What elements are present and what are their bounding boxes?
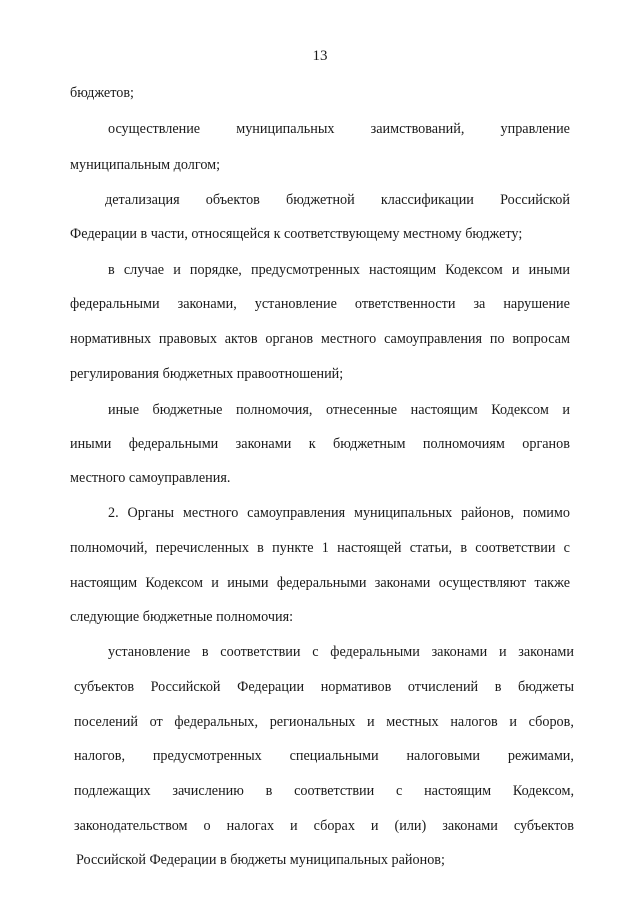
word: Кодексом, bbox=[512, 783, 574, 799]
word: органов bbox=[265, 331, 314, 347]
word: от bbox=[149, 714, 163, 730]
word: сборов, bbox=[528, 714, 574, 730]
text-line bbox=[74, 816, 574, 836]
word: налогов bbox=[450, 714, 498, 730]
word: налогов, bbox=[74, 748, 125, 764]
word: законами bbox=[442, 818, 498, 834]
word: вопросам bbox=[512, 331, 570, 347]
word: муниципальных bbox=[353, 505, 453, 521]
word: настоящим bbox=[424, 783, 492, 799]
word: бюджетные bbox=[152, 402, 223, 418]
text-line bbox=[108, 642, 574, 662]
word: местного bbox=[182, 505, 239, 521]
word: полномочий, bbox=[70, 540, 148, 556]
word: субъектов bbox=[513, 818, 574, 834]
text-line: Российской Федерации в бюджеты муниципальных районов; bbox=[76, 852, 445, 868]
word: соответствии bbox=[475, 540, 556, 556]
word: правовых bbox=[158, 331, 217, 347]
word: случае bbox=[123, 262, 165, 278]
word: федеральными bbox=[276, 575, 367, 591]
word: и bbox=[173, 262, 181, 278]
word: муниципальных bbox=[236, 121, 335, 137]
text-line bbox=[70, 434, 570, 454]
word: региональных bbox=[269, 714, 356, 730]
word: федеральными bbox=[70, 296, 160, 312]
text-line: Федерации в части, относящейся к соответствующему местному бюджету; bbox=[70, 226, 523, 242]
word: перечисленных bbox=[155, 540, 249, 556]
word: о bbox=[203, 818, 211, 834]
word: и bbox=[511, 262, 520, 278]
text-line: бюджетов; bbox=[70, 85, 134, 101]
word: настоящим bbox=[410, 402, 478, 418]
word: и bbox=[562, 402, 570, 418]
text-line bbox=[108, 260, 570, 280]
word: заимствований, bbox=[370, 121, 465, 137]
page-number: 13 bbox=[312, 48, 328, 64]
word: законами bbox=[374, 575, 431, 591]
word: в bbox=[265, 783, 273, 799]
word: предусмотренных bbox=[152, 748, 262, 764]
word: Кодексом bbox=[145, 575, 203, 591]
word: управление bbox=[500, 121, 570, 137]
word: и bbox=[370, 818, 379, 834]
word: настоящим bbox=[369, 262, 437, 278]
word: в bbox=[494, 679, 502, 695]
word: за bbox=[473, 296, 486, 312]
word: законами bbox=[518, 644, 574, 660]
word: налоговыми bbox=[406, 748, 481, 764]
word: полномочия, bbox=[235, 402, 313, 418]
word: бюджетным bbox=[333, 436, 406, 452]
word: настоящей bbox=[337, 540, 402, 556]
word: статьи, bbox=[409, 540, 453, 556]
word: федеральными bbox=[330, 644, 420, 660]
text-line bbox=[105, 190, 570, 210]
word: к bbox=[308, 436, 316, 452]
word: законами bbox=[431, 644, 488, 660]
word: иными bbox=[528, 262, 570, 278]
word: налогах bbox=[226, 818, 275, 834]
word: местного bbox=[320, 331, 377, 347]
word: нормативов bbox=[320, 679, 392, 695]
word: самоуправления bbox=[384, 331, 483, 347]
word: осуществление bbox=[108, 121, 201, 137]
word: с bbox=[396, 783, 403, 799]
word: осуществляют bbox=[438, 575, 527, 591]
word: органов bbox=[522, 436, 570, 452]
word: в bbox=[108, 262, 115, 278]
word: с bbox=[312, 644, 319, 660]
word: 1 bbox=[321, 540, 329, 556]
text-line bbox=[70, 329, 570, 349]
word: субъектов bbox=[74, 679, 135, 695]
word: актов bbox=[224, 331, 258, 347]
text-line bbox=[74, 781, 574, 801]
word: Федерации bbox=[237, 679, 305, 695]
word: также bbox=[534, 575, 570, 591]
word: местных bbox=[386, 714, 439, 730]
text-line bbox=[74, 677, 574, 697]
word: в bbox=[201, 644, 209, 660]
word: самоуправления bbox=[247, 505, 346, 521]
word: отнесенные bbox=[325, 402, 398, 418]
word: соответствии bbox=[220, 644, 301, 660]
word: Российской bbox=[150, 679, 221, 695]
word: (или) bbox=[394, 818, 427, 834]
word: федеральных, bbox=[174, 714, 259, 730]
word: предусмотренных bbox=[250, 262, 360, 278]
word: 2. bbox=[108, 505, 119, 521]
word: порядке, bbox=[189, 262, 242, 278]
text-line: муниципальным долгом; bbox=[70, 157, 221, 173]
word: зачислению bbox=[172, 783, 244, 799]
word: соответствии bbox=[294, 783, 375, 799]
text-line bbox=[74, 712, 574, 732]
word: поселений bbox=[74, 714, 138, 730]
word: настоящим bbox=[70, 575, 138, 591]
text-line: регулирования бюджетных правоотношений; bbox=[70, 366, 344, 382]
word: полномочиям bbox=[422, 436, 505, 452]
word: по bbox=[489, 331, 505, 347]
word: Кодексом bbox=[491, 402, 549, 418]
word: нормативных bbox=[70, 331, 152, 347]
word: и bbox=[498, 644, 507, 660]
word: Кодексом bbox=[445, 262, 503, 278]
word: классификации bbox=[380, 192, 474, 208]
word: Органы bbox=[127, 505, 175, 521]
word: в bbox=[257, 540, 264, 556]
word: иными bbox=[70, 436, 112, 452]
text-line bbox=[70, 538, 570, 558]
word: бюджеты bbox=[518, 679, 574, 695]
word: детализация bbox=[105, 192, 180, 208]
word: законами bbox=[235, 436, 292, 452]
word: ответственности bbox=[354, 296, 456, 312]
word: в bbox=[460, 540, 468, 556]
word: и bbox=[367, 714, 375, 730]
text-line bbox=[74, 746, 574, 766]
text-line bbox=[108, 503, 570, 523]
word: отчислений bbox=[407, 679, 479, 695]
text-line: местного самоуправления. bbox=[70, 470, 231, 486]
word: и bbox=[509, 714, 518, 730]
text-line bbox=[70, 294, 570, 314]
word: и bbox=[290, 818, 298, 834]
word: законами, bbox=[177, 296, 237, 312]
text-line: следующие бюджетные полномочия: bbox=[70, 609, 294, 625]
word: законодательством bbox=[74, 818, 188, 834]
word: установление bbox=[254, 296, 337, 312]
word: с bbox=[563, 540, 570, 556]
word: специальными bbox=[289, 748, 379, 764]
word: пункте bbox=[272, 540, 314, 556]
word: установление bbox=[108, 644, 191, 660]
word: иные bbox=[108, 402, 140, 418]
word: федеральными bbox=[128, 436, 219, 452]
word: объектов bbox=[205, 192, 260, 208]
word: и bbox=[211, 575, 219, 591]
text-line bbox=[108, 400, 570, 420]
word: бюджетной bbox=[286, 192, 355, 208]
word: Российской bbox=[500, 192, 570, 208]
word: сборах bbox=[313, 818, 355, 834]
word: нарушение bbox=[503, 296, 570, 312]
word: подлежащих bbox=[74, 783, 151, 799]
text-line bbox=[108, 119, 570, 139]
word: режимами, bbox=[507, 748, 574, 764]
word: иными bbox=[227, 575, 269, 591]
text-line bbox=[70, 573, 570, 593]
word: районов, bbox=[461, 505, 515, 521]
word: помимо bbox=[522, 505, 570, 521]
